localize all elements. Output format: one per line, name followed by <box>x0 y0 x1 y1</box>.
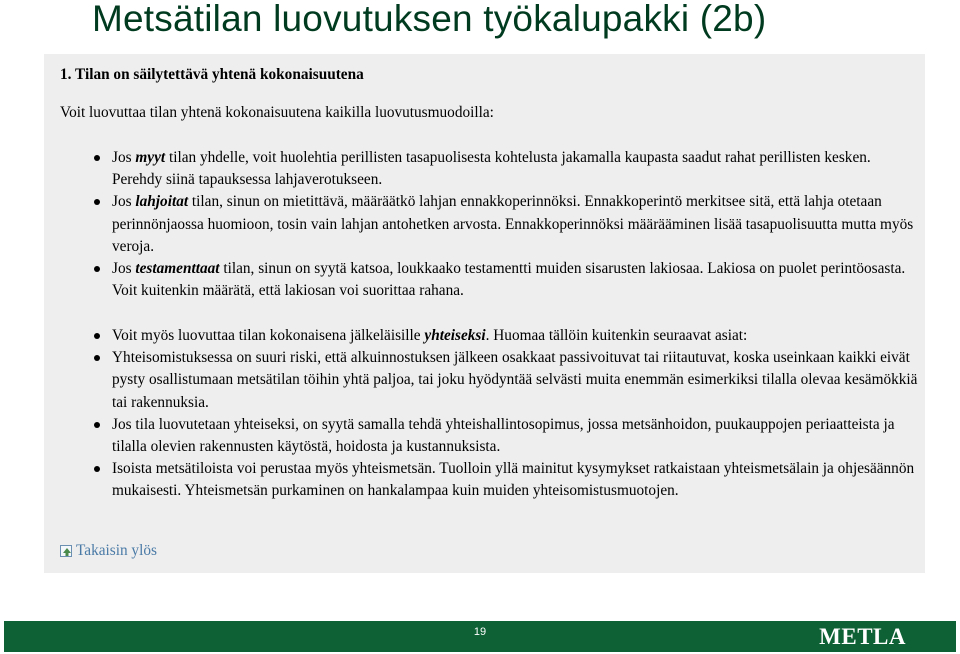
list-item <box>94 414 924 458</box>
bullet-icon <box>94 355 100 361</box>
item-text: Yhteisomistuksessa on suuri riski, että alkuinnostuksen jälkeen osakkaat passivoituvat tai riitautuvat, koska useinkaan kaikki eivät pysty osallistumaan metsätilan töihin yhtä paljoa, tai joku hyödyntää selvästi muita enemmän esimerkiksi tilalla olevaa kesämökkiä tai rakennuksia. <box>112 349 918 411</box>
list-item <box>94 147 924 191</box>
bullet-icon <box>94 466 100 472</box>
page-number: 19 <box>473 626 487 638</box>
bullet-icon <box>94 266 100 272</box>
item-emphasis: yhteiseksi <box>424 327 486 344</box>
bullet-icon <box>94 422 100 428</box>
item-emphasis: myyt <box>135 149 166 166</box>
bullet-icon <box>94 333 100 339</box>
back-to-top-link[interactable] <box>60 542 157 560</box>
list-item <box>94 347 924 414</box>
content-panel <box>44 54 925 573</box>
item-text: Jos <box>112 193 136 211</box>
bullet-icon <box>94 155 100 161</box>
item-text: Voit myös luovuttaa tilan kokonaisena jälkeläisille <box>112 327 425 344</box>
list-item <box>94 325 924 347</box>
metla-logo: METLA <box>819 624 906 649</box>
list-item <box>94 191 924 258</box>
item-text: Jos <box>112 149 136 166</box>
list-item <box>94 258 924 302</box>
item-emphasis: testamenttaat <box>135 260 220 278</box>
item-text: Jos <box>112 260 136 278</box>
item-text: tilan yhdelle, voit huolehtia perillisten tasapuolisesta kohtelusta jakamalla kaupasta saadut rahat perillisten kesken. Perehdy siinä tapauksessa lahjaverotukseen. <box>112 149 871 189</box>
arrow-up-icon <box>60 545 72 557</box>
back-link-label[interactable]: Takaisin ylös <box>76 542 157 559</box>
options-list <box>94 147 924 302</box>
slide-title: Metsätilan luovutuksen työkalupakki (2b) <box>92 0 767 39</box>
bullet-icon <box>94 199 100 205</box>
item-text: Jos tila luovutetaan yhteiseksi, on syytä samalla tehdä yhteishallintosopimus, jossa metsänhoidon, puukauppojen periaatteista ja tilalla olevien rakennusten käytöstä, hoidosta ja kustannuksista. <box>112 415 895 456</box>
section-heading: 1. Tilan on säilytettävä yhtenä kokonaisuutena <box>60 66 364 83</box>
item-emphasis: lahjoitat <box>135 193 189 211</box>
intro-text: Voit luovuttaa tilan yhtenä kokonaisuutena kaikilla luovutusmuodoilla: <box>60 104 494 121</box>
item-text: . Huomaa tällöin kuitenkin seuraavat asiat: <box>485 327 748 344</box>
joint-ownership-list <box>94 325 924 503</box>
item-text: tilan, sinun on syytä katsoa, loukkaako testamentti muiden sisarusten lakiosaa. Lakiosa on puolet perintöosasta. Voit kuitenkin määrätä, että lakiosan voi suorittaa rahana. <box>112 260 906 300</box>
item-text: tilan, sinun on mietittävä, määräätkö lahjan ennakkoperinnöksi. Ennakkoperintö merkitsee sitä, että lahja otetaan perinnönjaossa huomioon, tosin vain lahjan antohetken arvosta. Ennakkoperinnöksi määrääminen lisää tasapuolisuutta mutta myös veroja. <box>112 193 914 255</box>
list-item <box>94 458 924 502</box>
item-text: Isoista metsätiloista voi perustaa myös yhteismetsän. Tuolloin yllä mainitut kysymykset ratkaistaan yhteismetsälain ja ohjesäännön mukaisesti. Yhteismetsän purkaminen on hankalampaa kuin muiden yhteisomistusmuotojen. <box>112 460 915 500</box>
footer-bar <box>4 621 956 652</box>
